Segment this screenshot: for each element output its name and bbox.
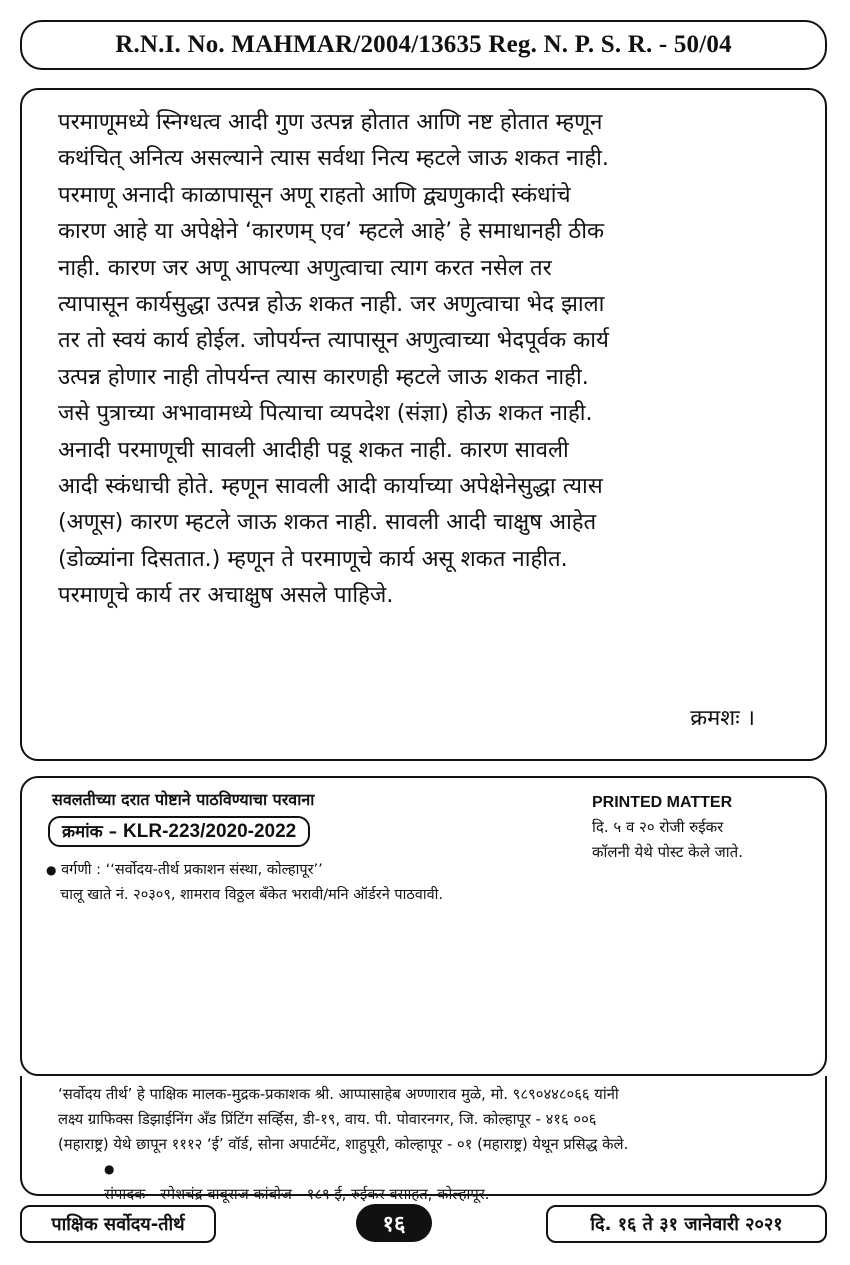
article-line: उत्पन्न होणार नाही तोपर्यन्त त्यास कारणही म्हटले जाऊ शकत नाही. (58, 363, 589, 390)
posting-line: दि. ५ व २० रोजी रुईकर (592, 818, 724, 836)
postal-license-box (20, 776, 827, 1076)
article-body (58, 104, 793, 614)
editor-line (58, 1157, 825, 1207)
article-line: परमाणूचे कार्य तर अचाक्षुष असले पाहिजे. (58, 582, 394, 609)
license-number: KLR-223/2020-2022 (123, 821, 297, 842)
article-line: नाही. कारण जर अणू आपल्या अणुत्वाचा त्याग करत नसेल तर (58, 254, 552, 281)
article-line: कथंचित् अनित्य असल्याने त्यास सर्वथा नित्य म्हटले जाऊ शकत नाही. (58, 145, 609, 172)
posting-line: कॉलनी येथे पोस्ट केले जाते. (592, 843, 743, 861)
subscription-info (46, 858, 443, 908)
article-line: अनादी परमाणूची सावली आदीही पडू शकत नाही. कारण सावली (58, 436, 569, 463)
imprint-line: (महाराष्ट्र) येथे छापून १११२ ‘ई’ वॉर्ड, सोना अपार्टमेंट, शाहुपूरी, कोल्हापूर - ०१ (महाराष्ट्र) येथून प्रसिद्ध केले. (58, 1136, 629, 1153)
article-box (20, 88, 827, 761)
printed-matter-label: PRINTED MATTER (592, 794, 733, 811)
publisher-imprint (20, 1076, 827, 1203)
article-line: परमाणूमध्ये स्निग्धत्व आदी गुण उत्पन्न होतात आणि नष्ट होतात म्हणून (58, 109, 603, 135)
issue-date: दि. १६ ते ३१ जानेवारी २०२१ (546, 1205, 827, 1243)
continued-marker: क्रमशः । (690, 706, 755, 731)
imprint-line: लक्ष्य ग्राफिक्स डिझाईनिंग अँड प्रिंटिंग सर्व्हिस, डी-१९, वाय. पी. पोवारनगर, जि. कोल्हापूर - ४१६ ००६ (58, 1111, 597, 1128)
article-line: (डोळ्यांना दिसतात.) म्हणून ते परमाणूचे कार्य असू शकत नाहीत. (58, 545, 568, 572)
article-line: परमाणू अनादी काळापासून अणू राहतो आणि द्व्यणुकादी स्कंधांचे (58, 181, 571, 208)
editor-text: संपादक - रमेशचंद्र बाबूराज कांबोज - १८९ ई, रुईकर वसाहत, कोल्हापूर. (104, 1186, 490, 1203)
license-badge (48, 816, 310, 847)
article-line: जसे पुत्राच्या अभावामध्ये पित्याचा व्यपदेश (संज्ञा) होऊ शकत नाही. (58, 400, 593, 427)
registration-header (20, 20, 827, 70)
article-line: आदी स्कंधाची होते. म्हणून सावली आदी कार्याच्या अपेक्षेनेसुद्धा त्यास (58, 473, 603, 500)
postal-title: सवलतीच्या दरात पोष्टाने पाठविण्याचा परवाना (52, 790, 315, 809)
account-line: चालू खाते नं. २०३०९, शामराव विठ्ठल बँकेत भरावी/मनि ऑर्डरने पाठवावी. (60, 887, 444, 903)
printed-matter-block (592, 790, 743, 865)
rni-text: R.N.I. No. MAHMAR/2004/13635 Reg. N. P. S. R. - 50/04 (115, 31, 732, 58)
subscription-line: वर्गणी : ‘‘सर्वोदय-तीर्थ प्रकाशन संस्था, कोल्हापूर’’ (61, 862, 323, 878)
bullet-icon: ● (104, 1162, 115, 1176)
publication-name: पाक्षिक सर्वोदय-तीर्थ (20, 1205, 216, 1243)
article-line: तर तो स्वयं कार्य होईल. जोपर्यन्त त्यापासून अणुत्वाच्या भेदपूर्वक कार्य (58, 327, 609, 354)
article-line: (अणूस) कारण म्हटले जाऊ शकत नाही. सावली आदी चाक्षुष आहेत (58, 509, 597, 536)
page-number: १६ (356, 1204, 432, 1242)
article-line: कारण आहे या अपेक्षेने ‘कारणम् एव’ म्हटले आहे’ हे समाधानही ठीक (58, 218, 605, 245)
license-prefix: क्रमांक – (62, 822, 118, 842)
imprint-line: ‘सर्वोदय तीर्थ’ हे पाक्षिक मालक-मुद्रक-प्रकाशक श्री. आप्पासाहेब अण्णाराव मुळे, मो. ९८९०४४८०६६ यांनी (58, 1086, 619, 1103)
bullet-icon: ● (46, 863, 57, 877)
article-line: त्यापासून कार्यसुद्धा उत्पन्न होऊ शकत नाही. जर अणुत्वाचा भेद झाला (58, 291, 605, 318)
